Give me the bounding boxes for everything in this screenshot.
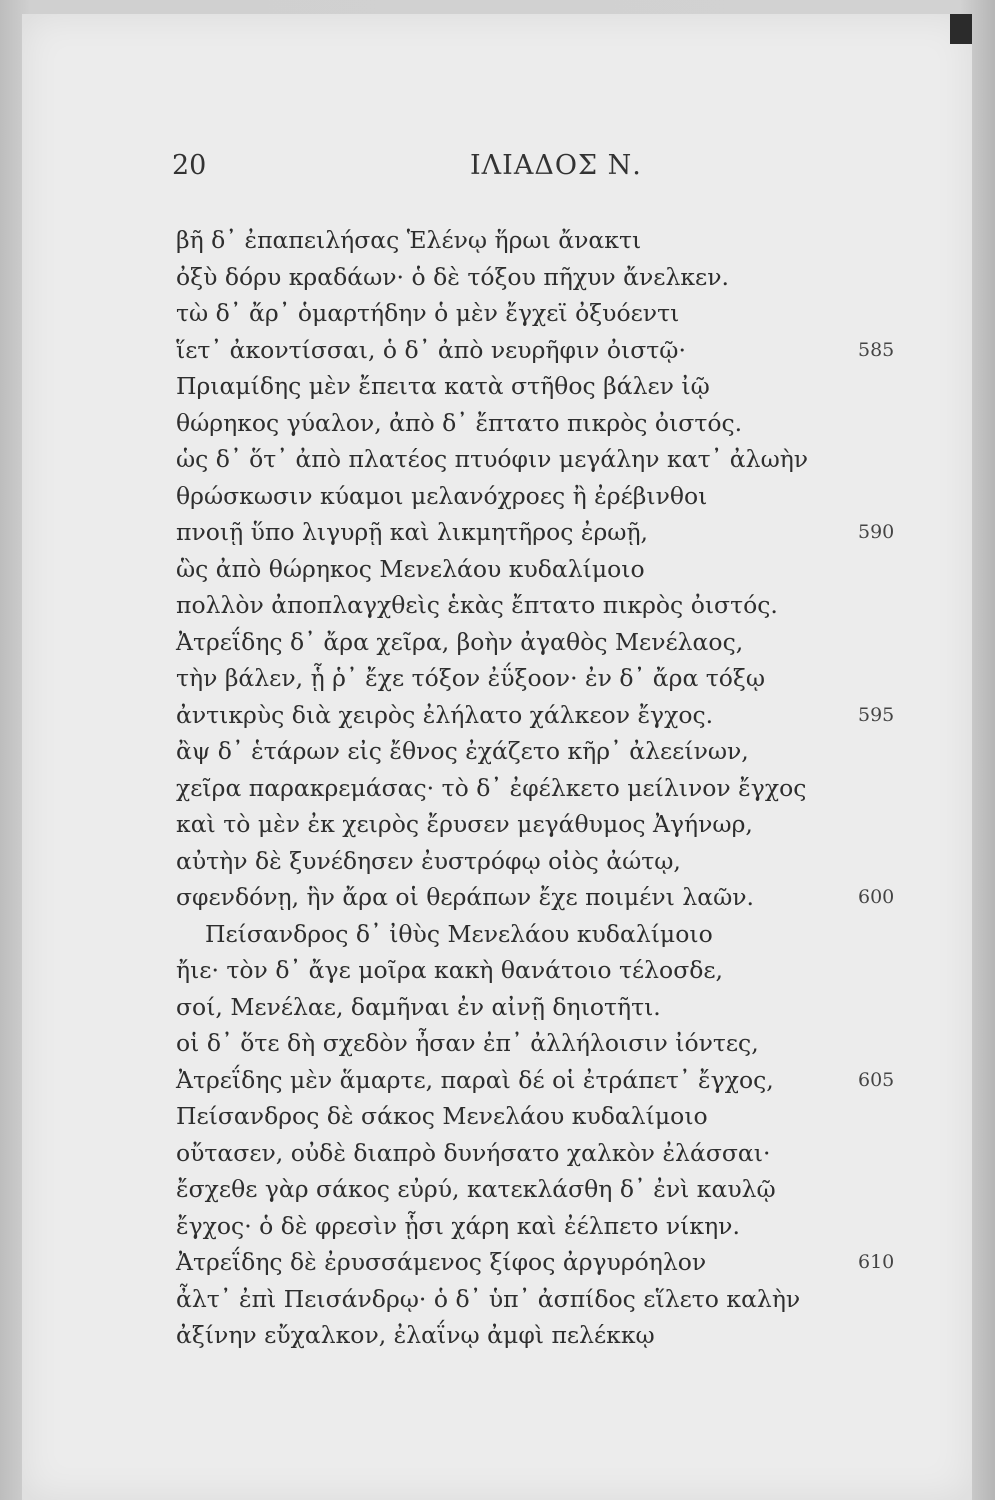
verse-text: ἵετ᾽ ἀκοντίσσαι, ὁ δ᾽ ἀπὸ νευρῆφιν ὀιστῷ· <box>176 335 686 364</box>
verse-line <box>0 1025 995 1062</box>
verse-text: ἀξίνην εὔχαλκον, ἐλαΐνῳ ἀμφὶ πελέκκῳ <box>176 1321 655 1349</box>
verse-line <box>0 843 995 880</box>
verse-text: Πριαμίδης μὲν ἔπειτα κατὰ στῆθος βάλεν ἰῷ <box>176 372 710 400</box>
verse-line <box>0 1171 995 1208</box>
verse-text: Πείσανδρος δὲ σάκος Μενελάου κυδαλίμοιο <box>176 1102 708 1130</box>
scan-edge-mark <box>950 14 972 44</box>
verse-line <box>0 1098 995 1135</box>
verse-text: ἤιε· τὸν δ᾽ ἄγε μοῖρα κακὴ θανάτοιο τέλοσδε, <box>176 956 724 984</box>
verse-line <box>0 660 995 697</box>
page-heading: ΙΛΙΑΔΟΣ Ν. <box>470 150 642 181</box>
verse-text: οὔτασεν, οὐδὲ διαπρὸ δυνήσατο χαλκὸν ἐλάσσαι· <box>176 1138 771 1167</box>
verse-text: Ἀτρεΐδης δ᾽ ἄρα χεῖρα, βοὴν ἀγαθὸς Μενέλαος, <box>176 627 744 656</box>
verse-text: ὡς δ᾽ ὅτ᾽ ἀπὸ πλατέος πτυόφιν μεγάλην κατ᾽ ἀλωὴν <box>176 445 809 473</box>
verse-line <box>0 1135 995 1172</box>
line-number: 605 <box>858 1068 895 1091</box>
page-number: 20 <box>172 150 207 181</box>
verse-text: ὣς ἀπὸ θώρηκος Μενελάου κυδαλίμοιο <box>176 554 645 583</box>
verse-block <box>0 222 995 1354</box>
verse-text: οἱ δ᾽ ὅτε δὴ σχεδὸν ἦσαν ἐπ᾽ ἀλλήλοισιν ἰόντες, <box>176 1029 759 1057</box>
verse-text: ἀντικρὺς διὰ χειρὸς ἐλήλατο χάλκεον ἔγχος. <box>176 700 714 729</box>
running-head <box>0 150 995 190</box>
verse-line <box>0 1244 995 1281</box>
verse-line <box>0 551 995 588</box>
line-number: 590 <box>858 521 895 543</box>
verse-line <box>0 879 995 916</box>
verse-line <box>0 368 995 405</box>
verse-line <box>0 1208 995 1245</box>
verse-text: πνοιῇ ὕπο λιγυρῇ καὶ λικμητῆρος ἐρωῇ, <box>176 518 648 546</box>
verse-line <box>0 295 995 332</box>
verse-text: σοί, Μενέλαε, δαμῆναι ἐν αἰνῇ δηιοτῆτι. <box>176 992 661 1021</box>
verse-text: χεῖρα παρακρεμάσας· τὸ δ᾽ ἐφέλκετο μείλινον ἔγχος <box>176 773 807 802</box>
verse-text: ὀξὺ δόρυ κραδάων· ὁ δὲ τόξου πῆχυν ἄνελκεν. <box>176 262 729 291</box>
verse-text: θρώσκωσιν κύαμοι μελανόχροες ἢ ἐρέβινθοι <box>176 481 708 510</box>
verse-line <box>0 259 995 296</box>
verse-line <box>0 697 995 734</box>
verse-line <box>0 478 995 515</box>
verse-line <box>0 806 995 843</box>
verse-text: ἔσχεθε γὰρ σάκος εὐρύ, κατεκλάσθη δ᾽ ἐνὶ καυλῷ <box>176 1175 776 1203</box>
verse-text: ἔγχος· ὁ δὲ φρεσὶν ᾗσι χάρη καὶ ἐέλπετο νίκην. <box>176 1211 740 1240</box>
verse-line <box>0 332 995 369</box>
verse-line <box>0 587 995 624</box>
verse-line <box>0 770 995 807</box>
verse-text: θώρηκος γύαλον, ἀπὸ δ᾽ ἔπτατο πικρὸς ὀιστός. <box>176 408 743 437</box>
verse-line <box>0 405 995 442</box>
verse-text: ἂψ δ᾽ ἑτάρων εἰς ἔθνος ἐχάζετο κῆρ᾽ ἀλεείνων, <box>176 737 749 765</box>
verse-line <box>0 989 995 1026</box>
verse-text: Ἀτρεΐδης δὲ ἐρυσσάμενος ξίφος ἀργυρόηλον <box>176 1248 707 1276</box>
verse-text: καὶ τὸ μὲν ἐκ χειρὸς ἔρυσεν μεγάθυμος Ἀγήνωρ, <box>176 810 753 838</box>
verse-text: Πείσανδρος δ᾽ ἰθὺς Μενελάου κυδαλίμοιο <box>205 919 713 948</box>
verse-text: ἆλτ᾽ ἐπὶ Πεισάνδρῳ· ὁ δ᾽ ὑπ᾽ ἀσπίδος εἵλετο καλὴν <box>176 1284 801 1313</box>
verse-line <box>0 222 995 259</box>
verse-text: αὐτὴν δὲ ξυνέδησεν ἐυστρόφῳ οἰὸς ἀώτῳ, <box>176 846 681 875</box>
verse-line <box>0 1062 995 1099</box>
verse-line <box>0 733 995 770</box>
verse-text: βῆ δ᾽ ἐπαπειλήσας Ἑλένῳ ἥρωι ἄνακτι <box>176 226 642 254</box>
line-number: 595 <box>858 703 895 726</box>
line-number: 610 <box>858 1251 895 1273</box>
verse-text: Ἀτρεΐδης μὲν ἅμαρτε, παραὶ δέ οἱ ἐτράπετ᾽ ἔγχος, <box>176 1065 774 1094</box>
verse-text: πολλὸν ἀποπλαγχθεὶς ἑκὰς ἔπτατο πικρὸς ὀιστός. <box>176 591 778 619</box>
verse-text: σφενδόνῃ, ἣν ἄρα οἱ θεράπων ἔχε ποιμένι λαῶν. <box>176 883 755 911</box>
verse-line <box>0 514 995 551</box>
verse-line <box>0 1281 995 1318</box>
verse-line <box>0 1317 995 1354</box>
line-number: 600 <box>858 886 895 908</box>
verse-text: τὼ δ᾽ ἄρ᾽ ὁμαρτήδην ὁ μὲν ἔγχεϊ ὀξυόεντι <box>176 299 680 327</box>
line-number: 585 <box>858 338 895 361</box>
verse-line <box>0 624 995 661</box>
verse-line <box>0 916 995 953</box>
verse-line <box>0 441 995 478</box>
verse-text: τὴν βάλεν, ᾗ ῥ᾽ ἔχε τόξον ἐΰξοον· ἐν δ᾽ ἄρα τόξῳ <box>176 664 766 692</box>
verse-line <box>0 952 995 989</box>
